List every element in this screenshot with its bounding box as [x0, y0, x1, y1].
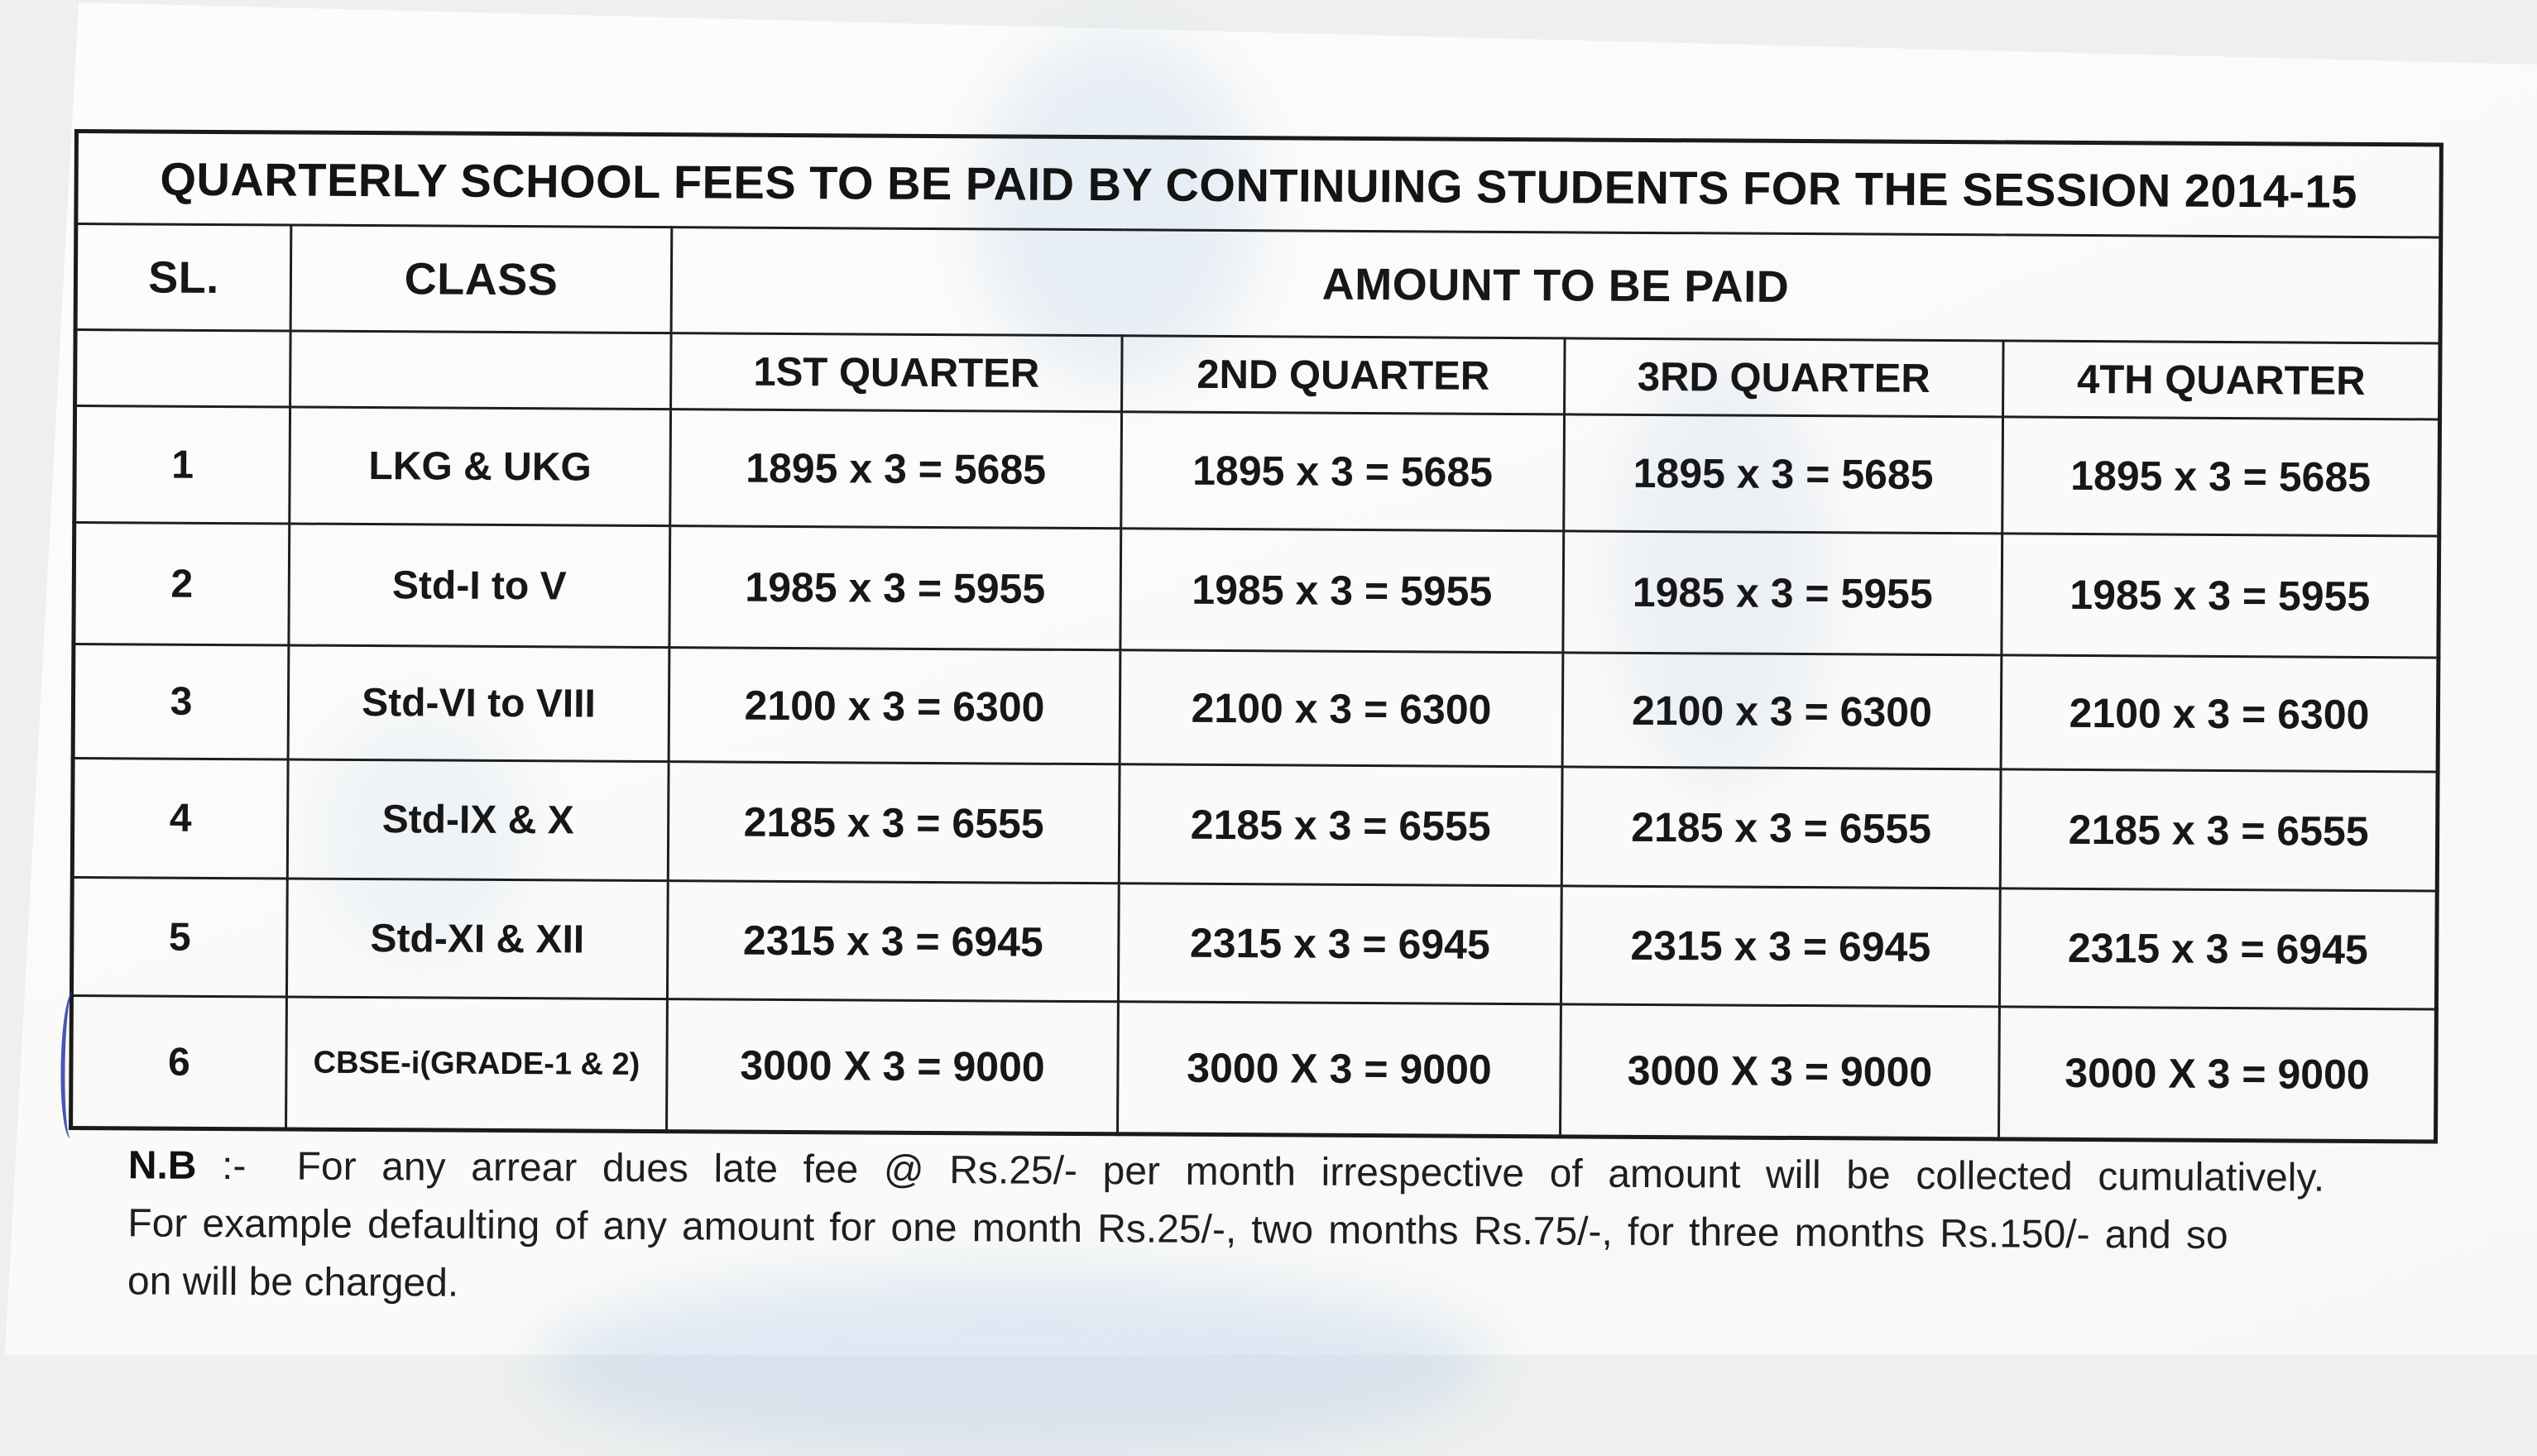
fee-cell: 2100 x 3 = 6300 [2001, 655, 2439, 772]
class-cell: Std-VI to VIII [288, 645, 669, 762]
footnote [127, 1137, 2412, 1324]
fee-cell: 2185 x 3 = 6555 [1561, 767, 2001, 888]
fee-cell: 1895 x 3 = 5685 [1121, 412, 1565, 531]
col-header-amount: AMOUNT TO BE PAID [671, 228, 2441, 343]
fee-cell: 3000 X 3 = 9000 [1561, 1004, 2000, 1139]
empty-cell [75, 330, 291, 407]
fee-cell: 2315 x 3 = 6945 [1561, 886, 2000, 1007]
class-cell: CBSE-i(GRADE-1 & 2) [286, 997, 668, 1132]
fee-cell: 3000 X 3 = 9000 [1118, 1002, 1561, 1137]
fee-cell: 1985 x 3 = 5955 [669, 526, 1121, 650]
fee-cell: 3000 X 3 = 9000 [667, 999, 1119, 1134]
empty-cell [290, 331, 672, 410]
class-cell: Std-XI & XII [286, 879, 668, 999]
fee-cell: 2185 x 3 = 6555 [668, 762, 1120, 884]
quarter-header-4: 4TH QUARTER [2003, 341, 2441, 419]
fee-cell: 3000 X 3 = 9000 [1999, 1007, 2437, 1142]
table-row [73, 644, 2439, 772]
footnote-line: For example defaulting of any amount for one month Rs.25/-, two months Rs.75/-, for three months Rs.150/- and so [127, 1201, 2228, 1258]
fee-table [69, 129, 2443, 1143]
fee-cell: 2315 x 3 = 6945 [1999, 888, 2437, 1009]
table-title: QUARTERLY SCHOOL FEES TO BE PAID BY CONTINUING STUDENTS FOR THE SESSION 2014-15 [76, 132, 2442, 237]
sl-cell: 4 [72, 759, 288, 879]
fee-cell: 2100 x 3 = 6300 [1562, 653, 2002, 769]
col-header-class: CLASS [290, 225, 672, 333]
class-cell: Std-I to V [289, 524, 670, 648]
sl-cell: 2 [74, 523, 290, 645]
col-header-sl: SL. [75, 224, 291, 331]
quarter-header-1: 1ST QUARTER [671, 333, 1123, 412]
table-row [74, 523, 2439, 658]
fee-cell: 2185 x 3 = 6555 [2000, 769, 2438, 891]
footnote-line: on will be charged. [127, 1259, 459, 1305]
footnote-separator: :- [221, 1144, 247, 1189]
sl-cell: 3 [73, 644, 289, 759]
table-row [71, 877, 2437, 1008]
fee-cell: 1895 x 3 = 5685 [1564, 414, 2003, 534]
quarter-header-2: 2ND QUARTER [1122, 336, 1566, 414]
fee-cell: 1985 x 3 = 5955 [1563, 531, 2002, 655]
sl-cell: 5 [71, 877, 287, 996]
table-row [71, 995, 2437, 1141]
fee-cell: 2100 x 3 = 6300 [669, 648, 1120, 764]
class-cell: LKG & UKG [290, 407, 671, 526]
class-cell: Std-IX & X [287, 759, 669, 881]
fee-cell: 1985 x 3 = 5955 [2002, 534, 2439, 658]
fee-cell: 2100 x 3 = 6300 [1120, 650, 1563, 767]
sl-cell: 1 [74, 406, 290, 524]
fee-cell: 1985 x 3 = 5955 [1120, 529, 1564, 653]
table-row [72, 759, 2438, 891]
table-row [74, 406, 2440, 536]
footnote-prefix: N.B [127, 1143, 197, 1188]
fee-cell: 2315 x 3 = 6945 [1118, 884, 1561, 1004]
fee-cell: 2315 x 3 = 6945 [667, 881, 1119, 1002]
quarter-header-3: 3RD QUARTER [1565, 338, 2004, 417]
sl-cell: 6 [71, 995, 287, 1128]
fee-cell: 2185 x 3 = 6555 [1119, 764, 1562, 886]
fee-cell: 1895 x 3 = 5685 [2002, 417, 2440, 536]
fee-notice [69, 129, 2443, 1305]
fee-cell: 1895 x 3 = 5685 [670, 410, 1122, 529]
footnote-text: For any arrear dues late fee @ Rs.25/- per month irrespective of amount will be collected cumulatively. [296, 1144, 2325, 1200]
